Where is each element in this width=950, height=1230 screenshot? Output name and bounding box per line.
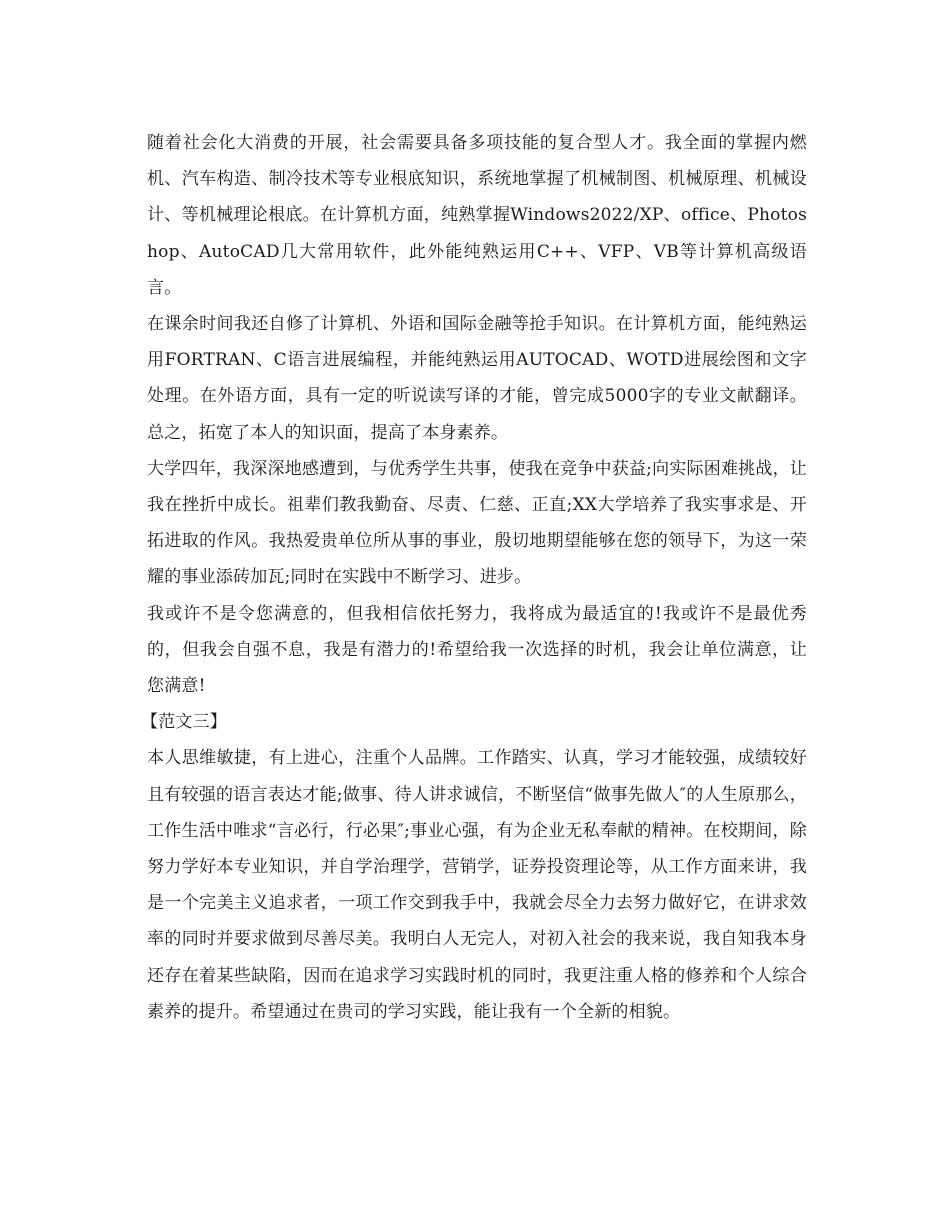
paragraph-sample-three: 本人思维敏捷，有上进心，注重个人品牌。工作踏实、认真，学习才能较强，成绩较好且有较强的语言表达才能;做事、待人讲求诚信，不断坚信“做事先做人″的人生原那么，工作生活中唯求“言必行，行必果″;事业心强，有为企业无私奉献的精神。在校期间，除努力学好本专业知识，并自学治理学，营销学，证券投资理论等，从工作方面来讲，我是一个完美主义追求者，一项工作交到我手中，我就会尽全力去努力做好它，在讲求效率的同时并要求做到尽善尽美。我明白人无完人，对初入社会的我来说，我自知我本身还存在着某些缺陷，因而在追求学习实践时机的同时，我更注重人格的修养和个人综合素养的提升。希望通过在贵司的学习实践，能让我有一个全新的相貌。 (147, 748, 807, 1022)
paragraph-closing: 我或许不是令您满意的，但我相信依托努力，我将成为最适宜的!我或许不是最优秀的，但我会自强不息，我是有潜力的!希望给我一次选择的时机，我会让单位满意，让您满意! (147, 603, 807, 697)
paragraph-skills: 随着社会化大消费的开展，社会需要具备多项技能的复合型人才。我全面的掌握内燃机、汽车构造、制冷技术等专业根底知识，系统地掌握了机械制图、机械原理、机械设计、等机械理论根底。在计算机方面，纯熟掌握Windows2022/XP、office、Photoshop、AutoCAD几大常用软件，此外能纯熟运用C++、VFP、VB等计算机高级语言。 (147, 133, 807, 298)
paragraph-self-study: 在课余时间我还自修了计算机、外语和国际金融等抢手知识。在计算机方面，能纯熟运用FORTRAN、C语言进展编程，并能纯熟运用AUTOCAD、WOTD进展绘图和文字处理。在外语方面，具有一定的听说读写译的才能，曾完成5000字的专业文献翻译。总之，拓宽了本人的知识面，提高了本身素养。 (147, 314, 807, 443)
paragraph-university: 大学四年，我深深地感遭到，与优秀学生共事，使我在竞争中获益;向实际困难挑战，让我在挫折中成长。祖辈们教我勤奋、尽责、仁慈、正直;XX大学培养了我实事求是、开拓进取的作风。我热爱贵单位所从事的事业，殷切地期望能够在您的领导下，为这一荣耀的事业添砖加瓦;同时在实践中不断学习、进步。 (147, 458, 807, 588)
document-body (141, 125, 807, 1030)
section-heading: 【范文三】 (141, 712, 227, 733)
